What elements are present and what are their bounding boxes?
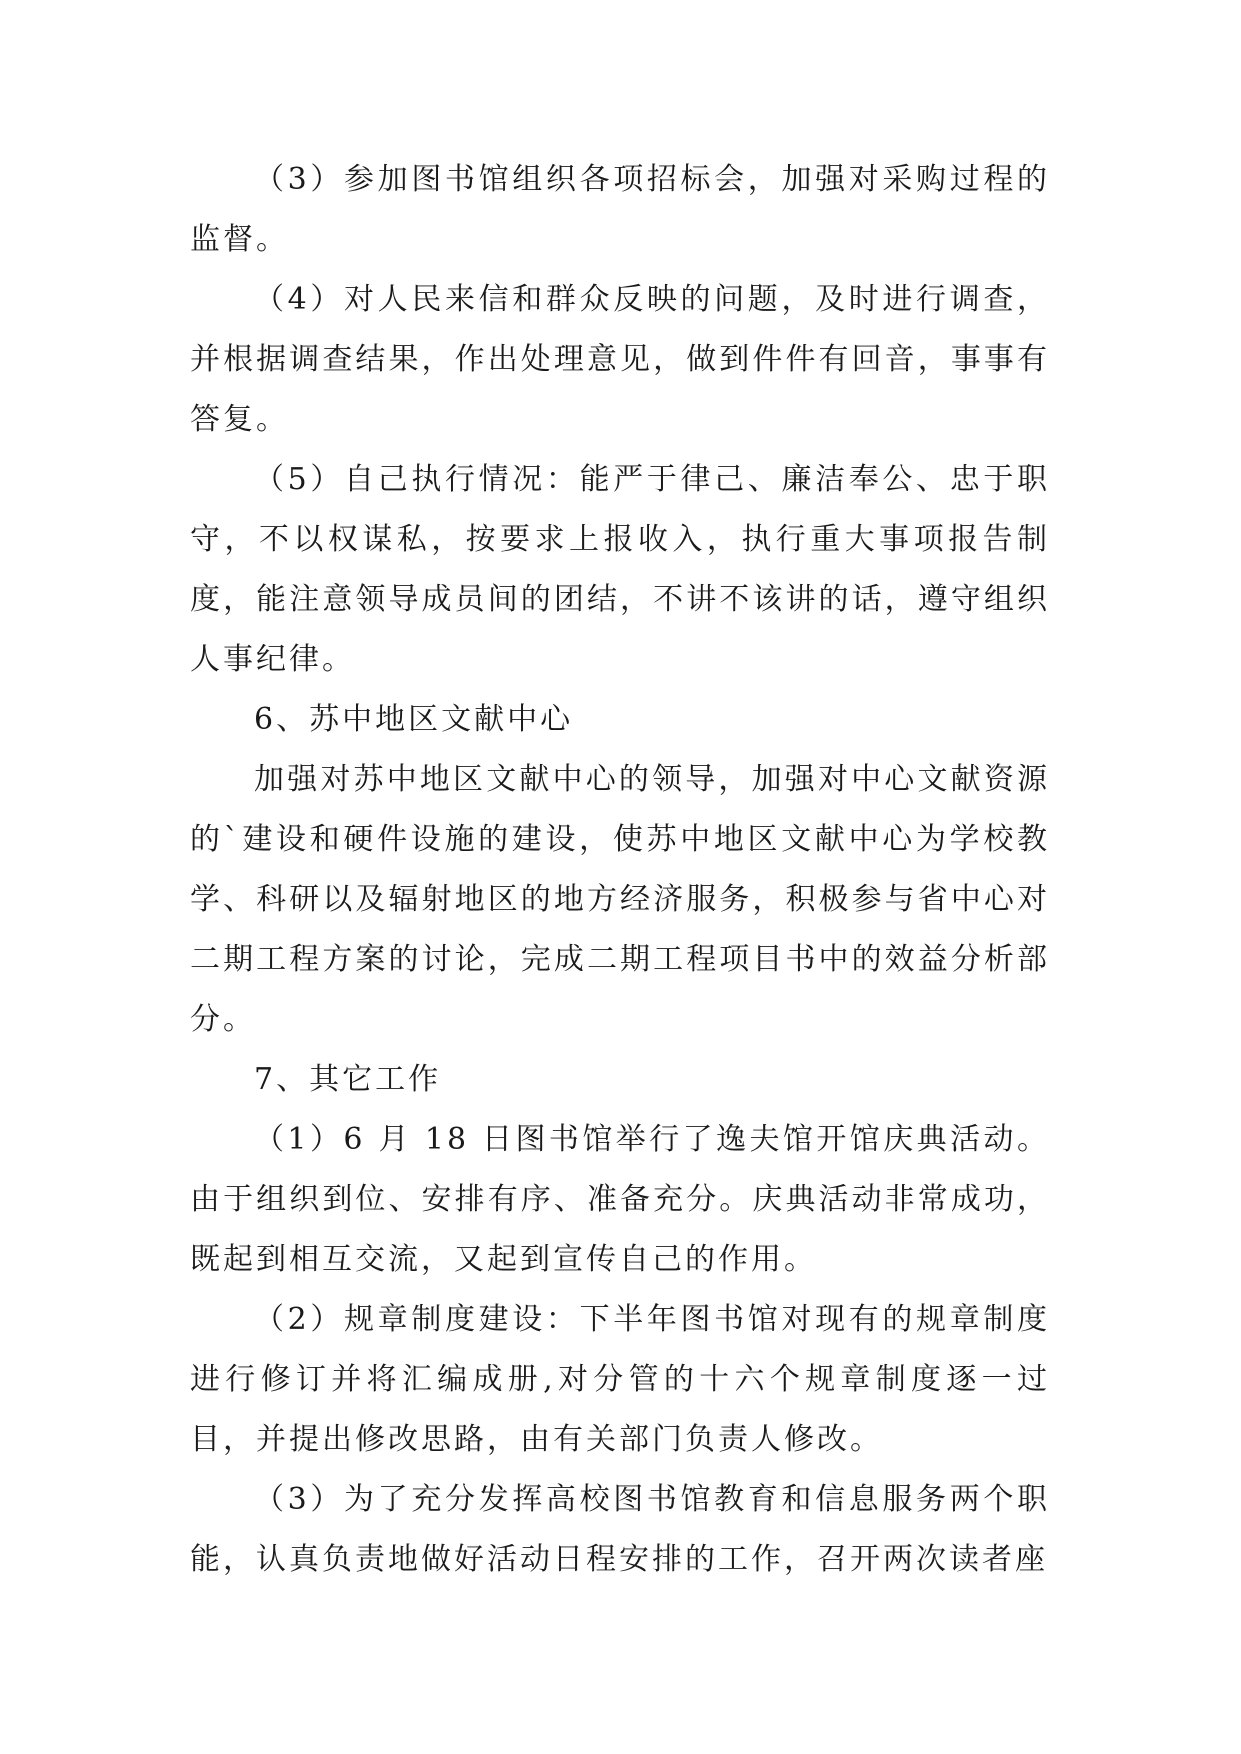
paragraph-procurement-supervision: （3）参加图书馆组织各项招标会，加强对采购过程的监督。 (190, 162, 1050, 257)
paragraph-public-letters: （4）对人民来信和群众反映的问题，及时进行调查，并根据调查结果，作出处理意见，做到件件有回音，事事有答复。 (190, 282, 1050, 437)
paragraph-opening-ceremony: （1）6 月 18 日图书馆举行了逸夫馆开馆庆典活动。由于组织到位、安排有序、准备充分。庆典活动非常成功，既起到相互交流，又起到宣传自己的作用。 (190, 1122, 1050, 1277)
paragraph-literature-center: 加强对苏中地区文献中心的领导，加强对中心文献资源的`建设和硬件设施的建设，使苏中地区文献中心为学校教学、科研以及辐射地区的地方经济服务，积极参与省中心对二期工程方案的讨论，完成二期工程项目书中的效益分析部分。 (190, 762, 1050, 1037)
paragraph-rules-construction: （2）规章制度建设：下半年图书馆对现有的规章制度进行修订并将汇编成册,对分管的十六个规章制度逐一过目，并提出修改思路，由有关部门负责人修改。 (190, 1302, 1050, 1457)
document-page (190, 150, 1050, 1590)
paragraph-self-execution: （5）自己执行情况：能严于律己、廉洁奉公、忠于职守，不以权谋私，按要求上报收入，执行重大事项报告制度，能注意领导成员间的团结，不讲不该讲的话，遵守组织人事纪律。 (190, 462, 1050, 677)
paragraph-library-functions: （3）为了充分发挥高校图书馆教育和信息服务两个职能，认真负责地做好活动日程安排的工作，召开两次读者座 (190, 1482, 1050, 1577)
section-heading-other-work: 7、其它工作 (254, 1062, 442, 1097)
section-heading-literature-center: 6、苏中地区文献中心 (254, 702, 574, 737)
